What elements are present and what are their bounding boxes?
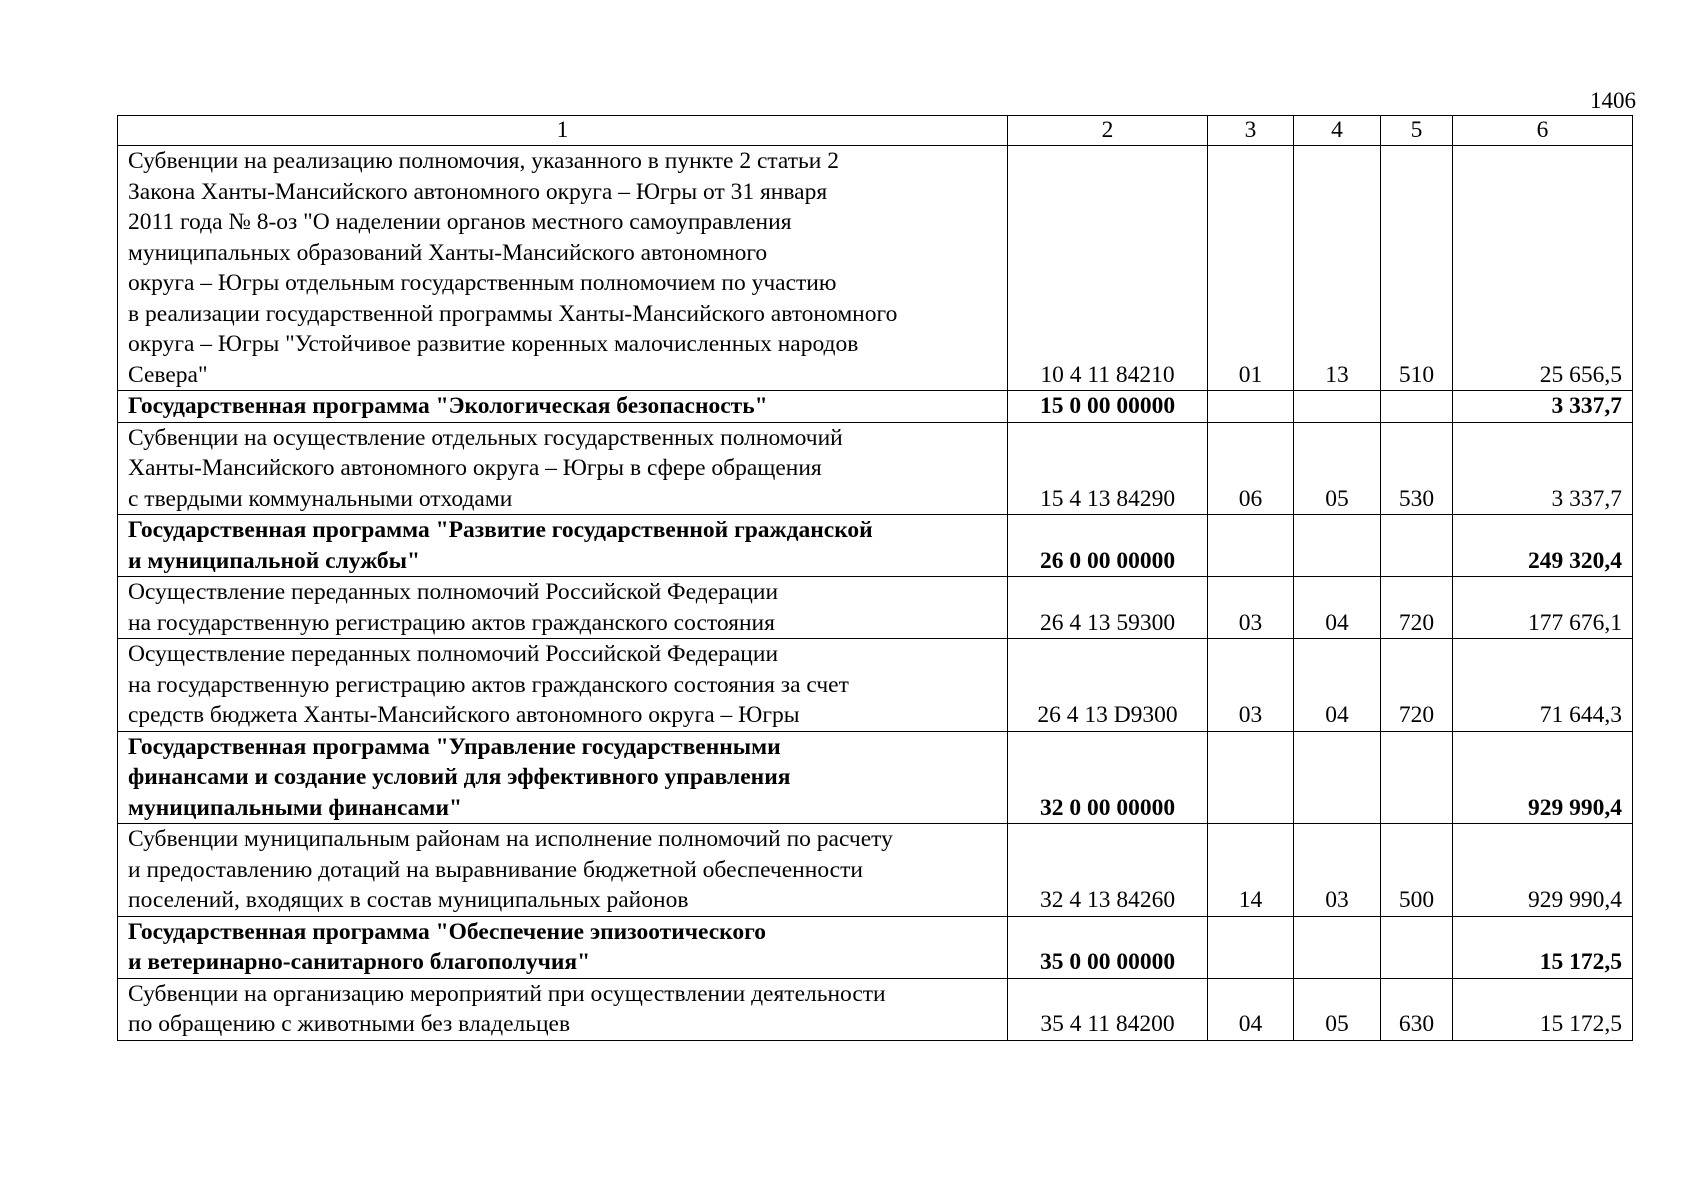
- table-row: [118, 422, 1633, 515]
- row-subsection-cell: 13: [1294, 146, 1381, 391]
- row-amount-cell: 25 656,5: [1453, 146, 1633, 391]
- row-amount-cell: 249 320,4: [1453, 515, 1633, 577]
- row-name-line: муниципальных образований Ханты-Мансийского автономного: [128, 239, 768, 266]
- row-subsection-cell: 05: [1294, 422, 1381, 515]
- header-row: [118, 116, 1633, 146]
- table-row: [118, 146, 1633, 391]
- row-section-cell: 06: [1208, 422, 1294, 515]
- row-name-line: на государственную регистрацию актов гражданского состояния за счет: [128, 671, 849, 698]
- row-section-cell: [1208, 731, 1294, 824]
- table-row: [118, 577, 1633, 639]
- table-row: [118, 391, 1633, 423]
- page-number: 1406: [1590, 88, 1636, 113]
- row-name-line: поселений, входящих в состав муниципальных районов: [128, 887, 689, 913]
- row-name-line: Осуществление переданных полномочий Российской Федерации: [128, 579, 779, 605]
- row-name-line: Государственная программа "Управление государственными: [128, 733, 781, 760]
- row-type-cell: 720: [1381, 577, 1453, 639]
- header-cell-5: 5: [1381, 116, 1453, 146]
- row-code-cell: 35 0 00 00000: [1008, 916, 1208, 978]
- row-name-line: Государственная программа "Обеспечение эпизоотического: [128, 918, 766, 945]
- row-name-line: Субвенции на организацию мероприятий при осуществлении деятельности: [128, 980, 886, 1007]
- row-name-line: средств бюджета Ханты-Мансийского автономного округа – Югры: [128, 702, 800, 728]
- header-cell-3: 3: [1208, 116, 1294, 146]
- header-cell-6: 6: [1453, 116, 1633, 146]
- row-name-cell: [118, 731, 1008, 824]
- row-section-cell: [1208, 515, 1294, 577]
- row-amount-cell: 71 644,3: [1453, 639, 1633, 732]
- row-name-line: Закона Ханты-Мансийского автономного округа – Югры от 31 января: [128, 178, 828, 205]
- table-row: [118, 916, 1633, 978]
- row-name-line: Субвенции муниципальным районам на исполнение полномочий по расчету: [128, 826, 893, 852]
- row-name-line: финансами и создание условий для эффективного управления: [128, 764, 791, 790]
- row-amount-cell: 929 990,4: [1453, 824, 1633, 917]
- row-subsection-cell: [1294, 515, 1381, 577]
- row-section-cell: 03: [1208, 639, 1294, 732]
- row-type-cell: 630: [1381, 978, 1453, 1040]
- row-type-cell: [1381, 391, 1453, 423]
- budget-table: [117, 115, 1633, 1041]
- row-type-cell: 500: [1381, 824, 1453, 917]
- row-type-cell: 530: [1381, 422, 1453, 515]
- row-subsection-cell: 04: [1294, 577, 1381, 639]
- table-row: [118, 731, 1633, 824]
- row-subsection-cell: 05: [1294, 978, 1381, 1040]
- row-section-cell: [1208, 391, 1294, 423]
- row-name-line: с твердыми коммунальными отходами: [128, 485, 513, 512]
- row-code-cell: 32 4 13 84260: [1008, 824, 1208, 917]
- row-section-cell: [1208, 916, 1294, 978]
- table-row: [118, 824, 1633, 917]
- row-amount-cell: 3 337,7: [1453, 422, 1633, 515]
- row-code-cell: 15 4 13 84290: [1008, 422, 1208, 515]
- row-amount-cell: 177 676,1: [1453, 577, 1633, 639]
- row-name-line: Ханты-Мансийского автономного округа – Югры в сфере обращения: [128, 455, 822, 481]
- row-name-line: 2011 года № 8-оз "О наделении органов местного самоуправления: [128, 209, 792, 235]
- row-type-cell: [1381, 515, 1453, 577]
- row-code-cell: 26 4 13 D9300: [1008, 639, 1208, 732]
- row-name-line: на государственную регистрацию актов гражданского состояния: [128, 609, 775, 636]
- row-code-cell: 15 0 00 00000: [1008, 391, 1208, 423]
- table-row: [118, 639, 1633, 732]
- row-name-line: округа – Югры отдельным государственным полномочием по участию: [128, 270, 837, 296]
- row-name-line: Осуществление переданных полномочий Российской Федерации: [128, 641, 779, 667]
- row-name-line: Севера": [128, 361, 208, 388]
- row-name-line: Субвенции на реализацию полномочия, указанного в пункте 2 статьи 2: [128, 148, 839, 174]
- header-cell-4: 4: [1294, 116, 1381, 146]
- row-name-cell: [118, 916, 1008, 978]
- row-subsection-cell: [1294, 916, 1381, 978]
- row-code-cell: 10 4 11 84210: [1008, 146, 1208, 391]
- row-type-cell: [1381, 731, 1453, 824]
- table-row: [118, 978, 1633, 1040]
- row-name-cell: [118, 146, 1008, 391]
- row-name-line: Государственная программа "Экологическая безопасность": [128, 393, 768, 419]
- row-name-line: муниципальными финансами": [128, 794, 463, 821]
- row-amount-cell: 15 172,5: [1453, 978, 1633, 1040]
- row-type-cell: 510: [1381, 146, 1453, 391]
- row-name-cell: [118, 824, 1008, 917]
- row-name-cell: [118, 391, 1008, 423]
- row-subsection-cell: [1294, 391, 1381, 423]
- row-type-cell: [1381, 916, 1453, 978]
- row-name-line: и ветеринарно-санитарного благополучия": [128, 949, 591, 975]
- row-code-cell: 26 0 00 00000: [1008, 515, 1208, 577]
- row-name-cell: [118, 577, 1008, 639]
- row-subsection-cell: 03: [1294, 824, 1381, 917]
- table-body: [118, 116, 1633, 1041]
- row-subsection-cell: [1294, 731, 1381, 824]
- row-amount-cell: 3 337,7: [1453, 391, 1633, 423]
- header-cell-1: 1: [118, 116, 1008, 146]
- row-section-cell: 03: [1208, 577, 1294, 639]
- row-name-line: Государственная программа "Развитие государственной гражданской: [128, 517, 873, 543]
- row-subsection-cell: 04: [1294, 639, 1381, 732]
- row-name-line: по обращению с животными без владельцев: [128, 1011, 571, 1037]
- row-code-cell: 26 4 13 59300: [1008, 577, 1208, 639]
- row-name-cell: [118, 978, 1008, 1040]
- row-section-cell: 01: [1208, 146, 1294, 391]
- row-section-cell: 04: [1208, 978, 1294, 1040]
- row-code-cell: 35 4 11 84200: [1008, 978, 1208, 1040]
- row-name-cell: [118, 422, 1008, 515]
- row-type-cell: 720: [1381, 639, 1453, 732]
- row-name-line: округа – Югры "Устойчивое развитие коренных малочисленных народов: [128, 331, 859, 357]
- row-name-line: в реализации государственной программы Ханты-Мансийского автономного: [128, 300, 898, 327]
- row-section-cell: 14: [1208, 824, 1294, 917]
- header-cell-2: 2: [1008, 116, 1208, 146]
- row-name-cell: [118, 515, 1008, 577]
- row-name-line: Субвенции на осуществление отдельных государственных полномочий: [128, 424, 843, 451]
- row-amount-cell: 929 990,4: [1453, 731, 1633, 824]
- row-name-cell: [118, 639, 1008, 732]
- row-name-line: и предоставлению дотаций на выравнивание бюджетной обеспеченности: [128, 856, 863, 883]
- table-row: [118, 515, 1633, 577]
- row-amount-cell: 15 172,5: [1453, 916, 1633, 978]
- row-code-cell: 32 0 00 00000: [1008, 731, 1208, 824]
- row-name-line: и муниципальной службы": [128, 547, 421, 574]
